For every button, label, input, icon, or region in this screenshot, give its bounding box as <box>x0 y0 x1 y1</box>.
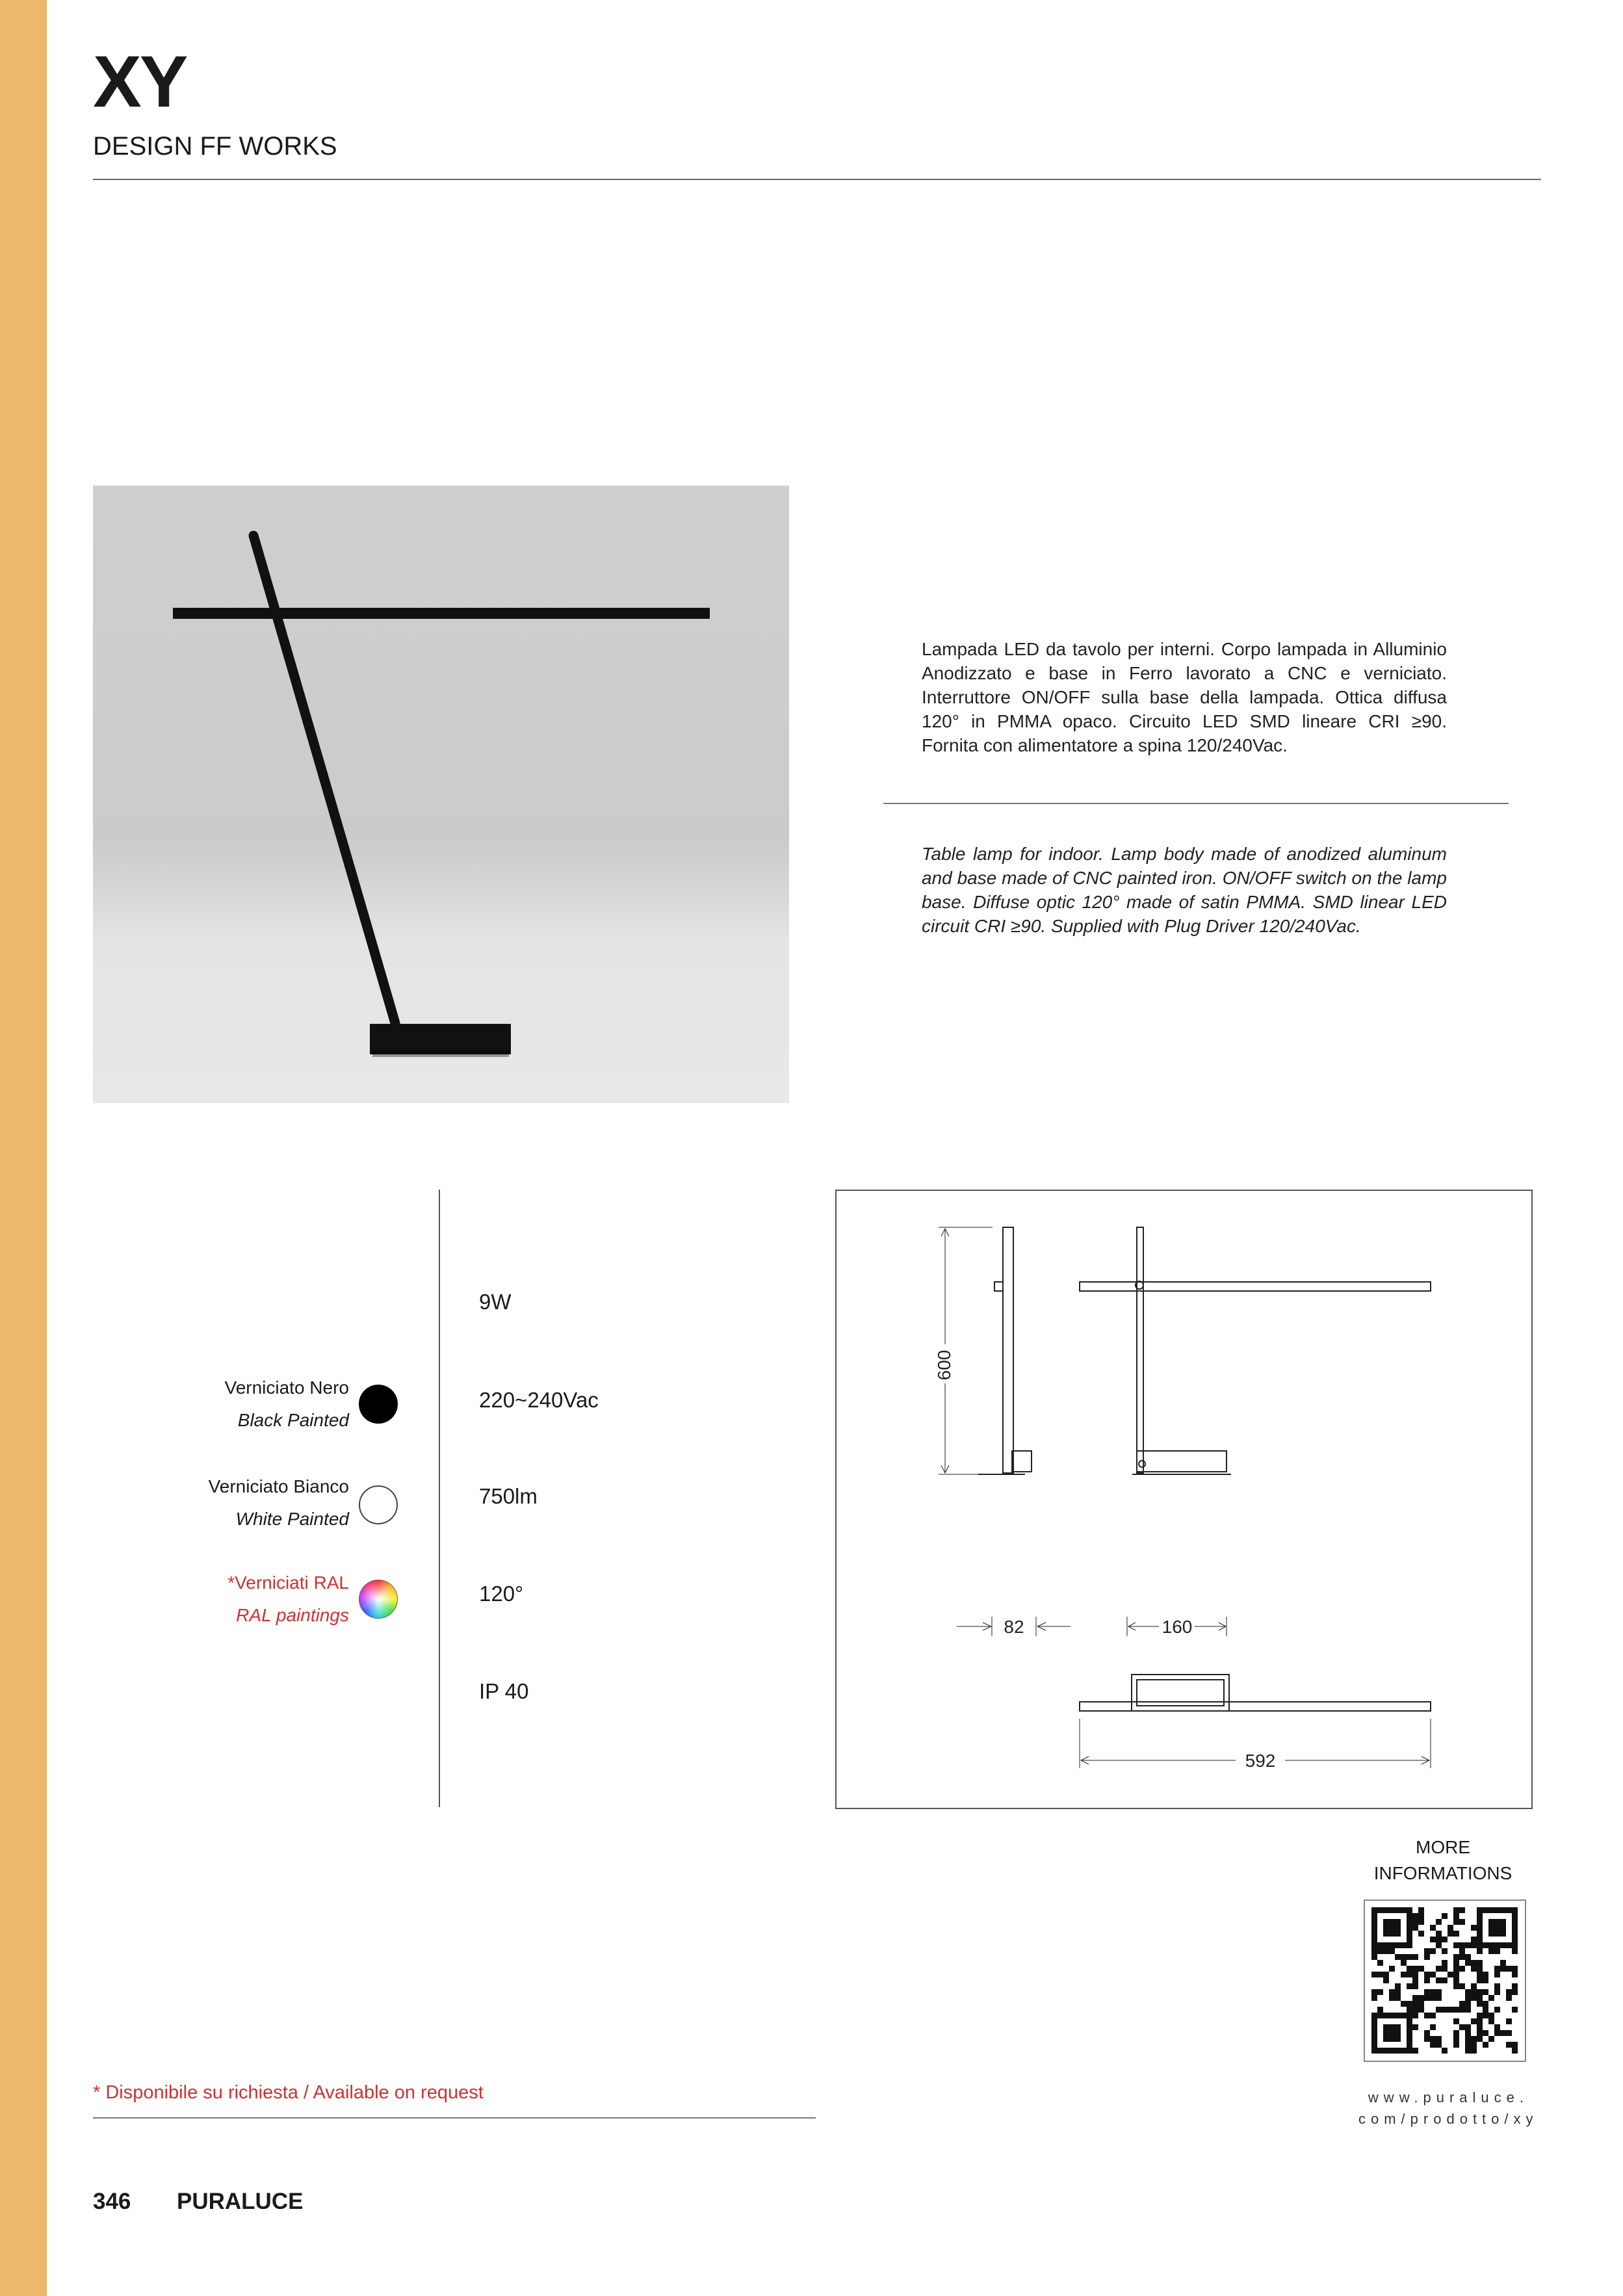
spec-voltage: 220~240Vac <box>479 1388 599 1412</box>
footer-divider <box>93 2117 816 2119</box>
designer-subtitle: DESIGN FF WORKS <box>93 132 337 161</box>
finish-ral <box>227 1567 349 1632</box>
dimension-arm-length-label: 592 <box>1245 1751 1276 1771</box>
finish-black-en: Black Painted <box>237 1410 349 1430</box>
page-sidebar-band <box>0 0 47 2296</box>
ral-color-wheel-icon <box>359 1580 398 1619</box>
finish-ral-en: RAL paintings <box>236 1605 349 1625</box>
finish-black-it: Verniciato Nero <box>224 1377 349 1398</box>
header-divider <box>93 179 1541 180</box>
dimension-base-depth-label: 82 <box>1004 1617 1024 1637</box>
qr-code-pattern <box>1365 1901 1525 2061</box>
specs-divider <box>439 1190 440 1807</box>
finish-ral-it: *Verniciati RAL <box>227 1572 349 1593</box>
finish-black <box>225 1372 349 1437</box>
dimension-drawing <box>837 1191 1531 1808</box>
spec-beam-angle: 120° <box>479 1582 524 1606</box>
product-url[interactable] <box>1358 2087 1539 2130</box>
qr-code-icon[interactable] <box>1364 1899 1526 2062</box>
product-photo <box>93 486 789 1103</box>
page-number: 346 <box>93 2189 131 2214</box>
description-divider <box>883 803 1509 804</box>
more-info-line1: MORE <box>1416 1837 1470 1857</box>
spec-ip-rating: IP 40 <box>479 1679 529 1703</box>
black-swatch-icon <box>359 1385 398 1424</box>
more-info-label <box>1358 1834 1527 1886</box>
finish-white-en: White Painted <box>235 1509 349 1529</box>
white-swatch-icon <box>359 1485 398 1524</box>
dimension-base-width-label: 160 <box>1162 1617 1193 1637</box>
lamp-photo-illustration <box>93 486 789 1103</box>
spec-power: 9W <box>479 1290 512 1314</box>
more-info-line2: INFORMATIONS <box>1373 1863 1513 1883</box>
finish-white-it: Verniciato Bianco <box>208 1476 349 1496</box>
technical-drawing <box>835 1190 1533 1809</box>
finish-white <box>209 1470 349 1535</box>
product-url-line1: www.puraluce. <box>1368 2089 1529 2106</box>
description-english: Table lamp for indoor. Lamp body made of anodized aluminum and base made of CNC painted iron. ON/OFF switch on the lamp base. Diffuse optic 120° made of satin PMMA. SMD linear LED circuit CRI ≥90. Supplied with Plug Driver 120/240Vac. <box>922 844 1447 936</box>
product-url-line2: com/prodotto/xy <box>1358 2111 1539 2127</box>
brand-name: PURALUCE <box>177 2189 304 2214</box>
description-italian: Lampada LED da tavolo per interni. Corpo lampada in Alluminio Anodizzato e base in Ferro lavorato a CNC e verniciato. Interruttore ON/OFF sulla base della lampada. Ottica diffusa 120° in PMMA opaco. Circuito LED SMD lineare CRI ≥90. Fornita con alimentatore a spina 120/240Vac. <box>922 639 1447 755</box>
availability-note: * Disponibile su richiesta / Available on request <box>93 2082 484 2103</box>
dimension-height-label: 600 <box>934 1350 954 1381</box>
spec-lumen: 750lm <box>479 1484 538 1508</box>
product-title: XY <box>93 41 187 122</box>
